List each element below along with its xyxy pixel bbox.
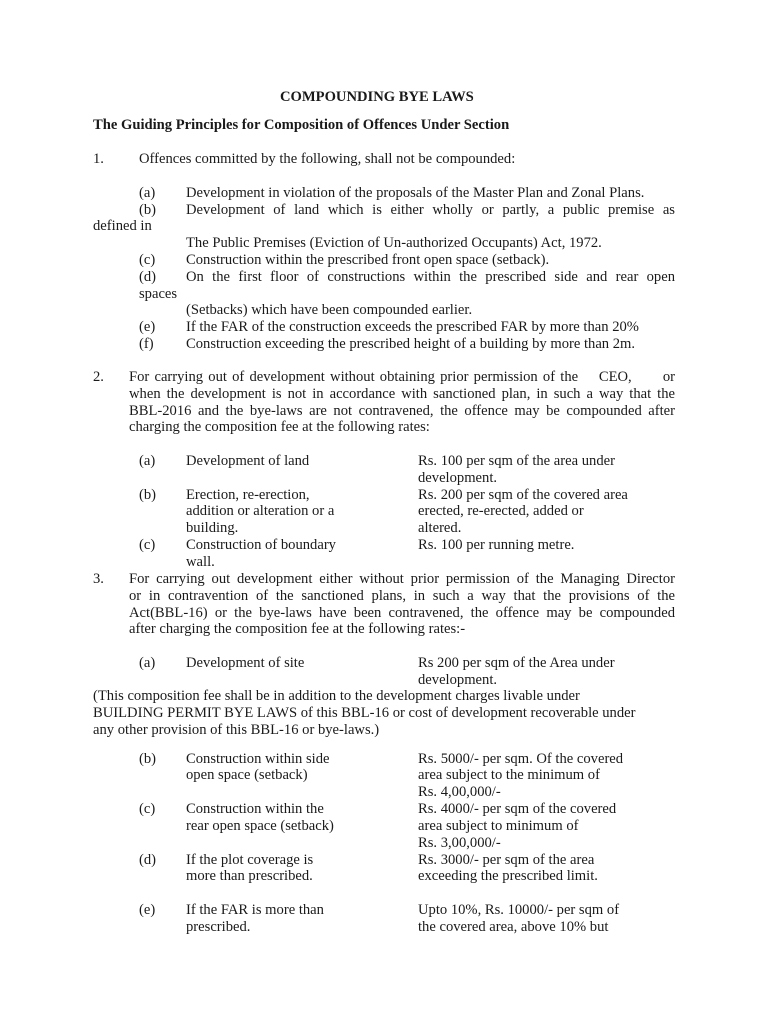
rate-value: development.: [418, 672, 498, 688]
rate-value: Rs. 3000/- per sqm of the area: [418, 852, 595, 868]
item-text: If the FAR of the construction exceeds the prescribed FAR by more than 20%: [186, 319, 639, 335]
section-3-text: Act(BBL-16) or the bye-laws have been contravened, the offence may be compounded: [129, 605, 675, 621]
rate-value: exceeding the prescribed limit.: [418, 868, 598, 884]
rate-label: (c): [139, 801, 156, 817]
section-2-text: For carrying out of development without obtaining prior permission of the CEO, or: [129, 369, 675, 385]
rate-desc: rear open space (setback): [186, 818, 334, 834]
rate-value: Rs. 100 per sqm of the area under: [418, 453, 615, 469]
section-3-number: 3.: [93, 571, 104, 587]
rate-label: (e): [139, 902, 156, 918]
rate-desc: Construction of boundary: [186, 537, 336, 553]
rate-label: (b): [139, 487, 157, 503]
rate-value: area subject to minimum of: [418, 818, 579, 834]
rate-value: Rs 200 per sqm of the Area under: [418, 655, 615, 671]
composition-note: (This composition fee shall be in addition to the development charges livable under: [93, 688, 580, 704]
rate-desc: prescribed.: [186, 919, 251, 935]
item-label: (d): [139, 269, 157, 285]
rate-value: Rs. 200 per sqm of the covered area: [418, 487, 628, 503]
section-3-text: For carrying out development either without prior permission of the Managing Director: [129, 571, 675, 587]
item-label: (b): [139, 202, 157, 218]
rate-desc: Construction within the: [186, 801, 324, 817]
rate-value: Upto 10%, Rs. 10000/- per sqm of: [418, 902, 620, 918]
rate-value: Rs. 3,00,000/-: [418, 835, 501, 851]
rate-value: Rs. 4000/- per sqm of the covered: [418, 801, 617, 817]
item-text: spaces: [139, 286, 178, 302]
rate-desc: more than prescribed.: [186, 868, 313, 884]
section-2-text: BBL-2016 and the bye-laws are not contravened, the offence may be compounded after: [129, 403, 675, 419]
section-2-text: charging the composition fee at the following rates:: [129, 419, 430, 435]
rate-desc: Development of land: [186, 453, 310, 469]
item-label: (f): [139, 336, 154, 352]
item-text: (Setbacks) which have been compounded earlier.: [186, 302, 473, 318]
rate-desc: addition or alteration or a: [186, 503, 335, 519]
item-text: Development of land which is either wholly or partly, a public premise as: [186, 202, 675, 218]
rate-value: altered.: [418, 520, 462, 536]
rate-value: area subject to the minimum of: [418, 767, 600, 783]
rate-value: Rs. 4,00,000/-: [418, 784, 501, 800]
rate-label: (d): [139, 852, 157, 868]
document-subtitle: The Guiding Principles for Composition of Offences Under Section: [93, 117, 510, 133]
composition-note: any other provision of this BBL-16 or bye-laws.): [93, 722, 380, 738]
section-1-number: 1.: [93, 151, 104, 167]
item-text: Construction exceeding the prescribed height of a building by more than 2m.: [186, 336, 636, 352]
composition-note: BUILDING PERMIT BYE LAWS of this BBL-16 or cost of development recoverable under: [93, 705, 636, 721]
item-text: Development in violation of the proposals of the Master Plan and Zonal Plans.: [186, 185, 645, 201]
item-text: The Public Premises (Eviction of Un-authorized Occupants) Act, 1972.: [186, 235, 602, 251]
rate-label: (a): [139, 453, 156, 469]
rate-desc: open space (setback): [186, 767, 308, 783]
rate-desc: If the FAR is more than: [186, 902, 324, 918]
rate-desc: If the plot coverage is: [186, 852, 314, 868]
rate-label: (c): [139, 537, 156, 553]
document-title: COMPOUNDING BYE LAWS: [280, 89, 474, 105]
item-label: (c): [139, 252, 156, 268]
section-2-number: 2.: [93, 369, 104, 385]
rate-value: Rs. 100 per running metre.: [418, 537, 575, 553]
item-label: (a): [139, 185, 156, 201]
rate-desc: Construction within side: [186, 751, 330, 767]
rate-label: (a): [139, 655, 156, 671]
item-text: On the first floor of constructions within the prescribed side and rear open: [186, 269, 675, 285]
section-1-intro: Offences committed by the following, shall not be compounded:: [139, 151, 516, 167]
section-3-text: or in contravention of the sanctioned plans, in such a way that the provisions of the: [129, 588, 675, 604]
rate-desc: building.: [186, 520, 239, 536]
rate-desc: Development of site: [186, 655, 305, 671]
rate-value: the covered area, above 10% but: [418, 919, 609, 935]
rate-desc: Erection, re-erection,: [186, 487, 310, 503]
rate-value: erected, re-erected, added or: [418, 503, 584, 519]
section-3-text: after charging the composition fee at the following rates:-: [129, 621, 466, 637]
rate-value: Rs. 5000/- per sqm. Of the covered: [418, 751, 624, 767]
rate-value: development.: [418, 470, 498, 486]
rate-desc: wall.: [186, 554, 215, 570]
item-label: (e): [139, 319, 156, 335]
rate-label: (b): [139, 751, 157, 767]
item-text: defined in: [93, 218, 152, 234]
section-2-text: when the development is not in accordance with sanctioned plan, in such a way that the: [129, 386, 675, 402]
item-text: Construction within the prescribed front open space (setback).: [186, 252, 550, 268]
